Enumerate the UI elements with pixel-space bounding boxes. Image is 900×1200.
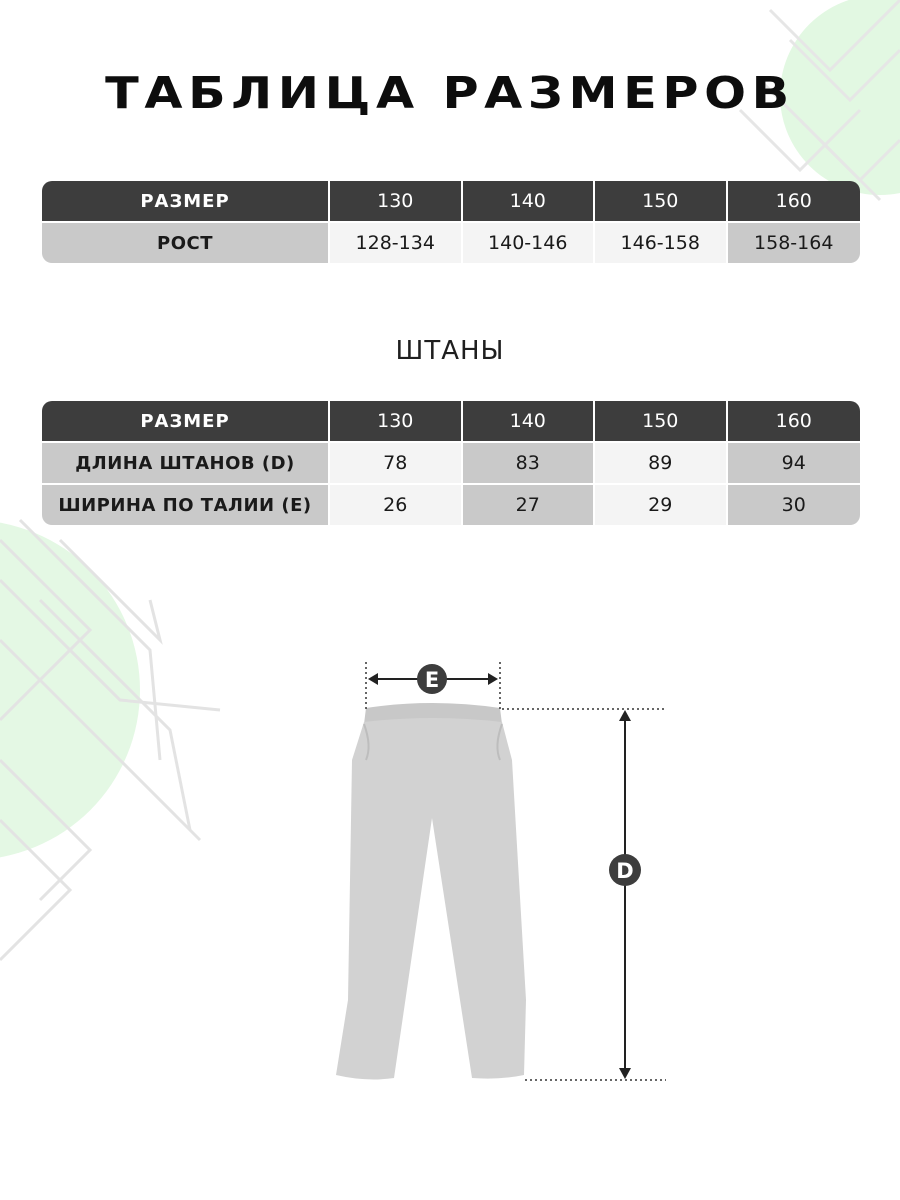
header-size-cell: 140 — [463, 181, 596, 223]
table-cell: 158-164 — [728, 223, 861, 263]
width-arrowhead-left — [368, 673, 378, 685]
header-size-label: РАЗМЕР — [42, 401, 330, 443]
table-cell: 78 — [330, 443, 463, 485]
table-cell: 89 — [595, 443, 728, 485]
header-size-cell: 130 — [330, 181, 463, 223]
width-arrowhead-right — [488, 673, 498, 685]
row-label-waist: ШИРИНА ПО ТАЛИИ (E) — [42, 485, 330, 525]
header-size-cell: 150 — [595, 181, 728, 223]
page-title: ТАБЛИЦА РАЗМЕРОВ — [105, 68, 795, 119]
table-cell: 26 — [330, 485, 463, 525]
width-marker-label: E — [424, 668, 440, 692]
table-cell: 140-146 — [463, 223, 596, 263]
header-size-cell: 150 — [595, 401, 728, 443]
header-size-cell: 130 — [330, 401, 463, 443]
row-label-length: ДЛИНА ШТАНОВ (D) — [42, 443, 330, 485]
length-arrowhead-top — [619, 710, 631, 721]
table-cell: 30 — [728, 485, 861, 525]
pants-section-title: ШТАНЫ — [395, 336, 505, 366]
header-size-cell: 140 — [463, 401, 596, 443]
row-label-height: РОСТ — [42, 223, 330, 263]
header-size-label: РАЗМЕР — [42, 181, 330, 223]
table-cell: 27 — [463, 485, 596, 525]
table-cell: 94 — [728, 443, 861, 485]
table-cell: 146-158 — [595, 223, 728, 263]
header-size-cell: 160 — [728, 401, 861, 443]
length-marker-label: D — [616, 859, 634, 883]
header-size-cell: 160 — [728, 181, 861, 223]
table-cell: 128-134 — [330, 223, 463, 263]
table-cell: 83 — [463, 443, 596, 485]
pants-body — [336, 718, 526, 1079]
length-arrowhead-bottom — [619, 1068, 631, 1079]
table-cell: 29 — [595, 485, 728, 525]
